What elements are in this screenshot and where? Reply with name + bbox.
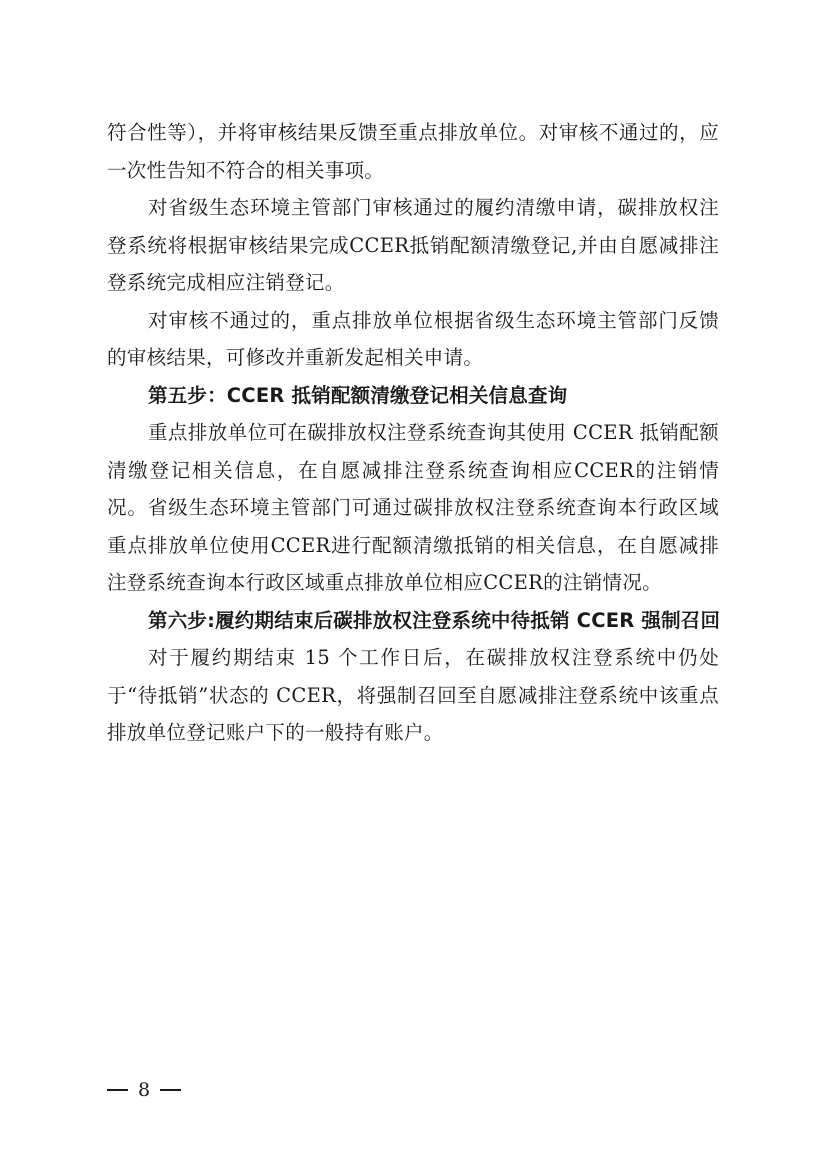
document-body xyxy=(107,114,719,752)
paragraph-approved-cancellation: 对省级生态环境主管部门审核通过的履约清缴申请，碳排放权注登系统将根据审核结果完成CCER抵销配额清缴登记,并由自愿减排注登系统完成相应注销登记。 xyxy=(107,196,719,294)
heading-step-five: 第五步：CCER 抵销配额清缴登记相关信息查询 xyxy=(148,383,568,407)
footer-dash-right xyxy=(160,1089,181,1090)
page-footer xyxy=(107,1078,181,1102)
page-number: 8 xyxy=(138,1079,151,1101)
footer-dash-left xyxy=(107,1089,128,1090)
paragraph-review-feedback: 符合性等），并将审核结果反馈至重点排放单位。对审核不通过的，应一次性告知不符合的相关事项。 xyxy=(107,121,719,182)
paragraph-rejected-resubmit: 对审核不通过的，重点排放单位根据省级生态环境主管部门反馈的审核结果，可修改并重新发起相关申请。 xyxy=(107,308,719,369)
paragraph-forced-recall: 对于履约期结束 15 个工作日后，在碳排放权注登系统中仍处于“待抵销”状态的 CCER，将强制召回至自愿减排注登系统中该重点排放单位登记账户下的一般持有账户。 xyxy=(107,646,719,744)
paragraph-info-query: 重点排放单位可在碳排放权注登系统查询其使用 CCER 抵销配额清缴登记相关信息，在自愿减排注登系统查询相应CCER的注销情况。省级生态环境主管部门可通过碳排放权注登系统查询本行政区域重点排放单位使用CCER进行配额清缴抵销的相关信息，在自愿减排注登系统查询本行政区域重点排放单位相应CCER的注销情况。 xyxy=(107,421,719,594)
heading-step-six: 第六步:履约期结束后碳排放权注登系统中待抵销 CCER 强制召回 xyxy=(148,608,721,632)
